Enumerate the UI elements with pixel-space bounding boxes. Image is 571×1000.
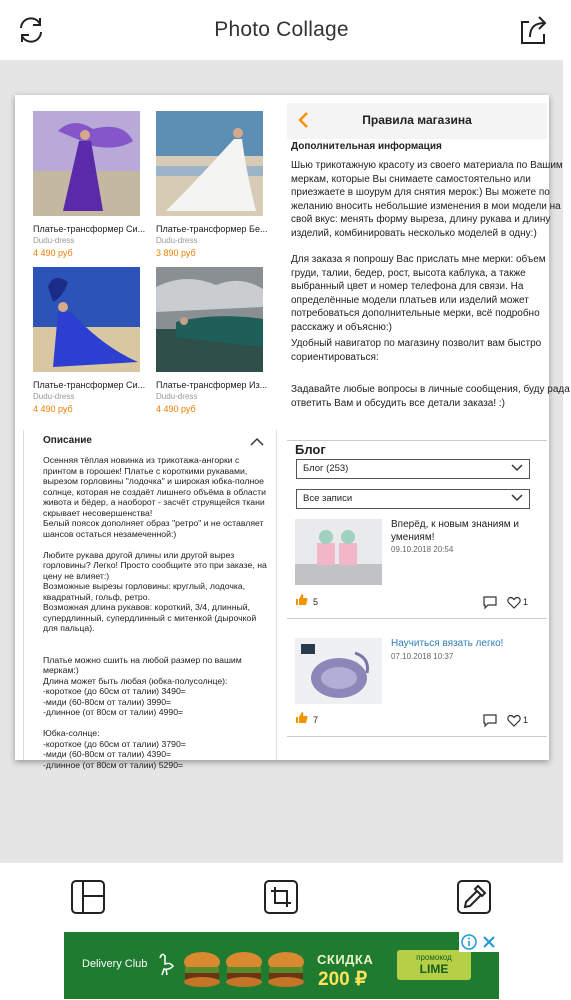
heart-icon[interactable] xyxy=(507,596,521,614)
info-icon[interactable] xyxy=(461,934,477,950)
divider xyxy=(287,440,547,441)
rules-paragraph: Для заказа я попрошу Вас прислать мне мерки: объем груди, талии, бедер, рост, высота каблука, а также выбранный цвет и номер телефона для связи. На определённые модели платьев или изделий может потребоваться дополнительные мерки, всё подробно расскажу и объясню:) xyxy=(291,254,546,333)
ad-amount: 200 ₽ xyxy=(318,969,368,990)
post-image[interactable] xyxy=(295,638,382,704)
select-value: Все записи xyxy=(303,493,353,504)
bottom-toolbar xyxy=(0,863,563,931)
ad-sale: СКИДКА xyxy=(317,952,374,967)
chevron-up-icon[interactable] xyxy=(250,434,264,452)
product-name: Платье-трансформер Си... xyxy=(33,380,146,390)
blog-title: Блог xyxy=(295,442,326,457)
post-date: 09.10.2018 20:54 xyxy=(391,545,454,554)
product-price: 4 490 руб xyxy=(33,248,73,258)
rules-paragraph: Шью трикотажную красоту из своего материала по Вашим меркам, которые Вы снимаете самостоятельно или приезжаете в шоурум для снятия мерок:) Вы можете по желанию вносить небольшие изменения в мои модели на свой вкус: менять форму выреза, длину рукава и длину изделий, комбинировать несколько моделей в одну:) xyxy=(291,160,563,239)
comment-count: 1 xyxy=(523,597,529,607)
post-date: 07.10.2018 10:37 xyxy=(391,652,454,661)
product-name: Платье-трансформер Из... xyxy=(156,380,268,390)
blog-filter-select[interactable] xyxy=(296,489,530,509)
product-image xyxy=(156,267,263,372)
eyedropper-icon[interactable] xyxy=(456,879,492,915)
product-card[interactable] xyxy=(33,267,148,414)
product-card[interactable] xyxy=(33,111,148,258)
post-title[interactable]: Вперёд, к новым знаниям и умениям! xyxy=(391,519,519,543)
layout-icon[interactable] xyxy=(70,879,106,915)
ad-controls xyxy=(459,932,499,952)
ostrich-icon xyxy=(156,952,176,976)
product-brand: Dudu-dress xyxy=(156,236,198,245)
post-title-link[interactable]: Научиться вязать легко! xyxy=(391,638,504,649)
description-text: Осенняя тёплая новинка из трикотажа-ангорки с принтом в горошек! Платье с короткими рукавами, вырезом горловины "лодочка" и широкая юбка-полное солнце, которая не создаёт лишнего объёма в области живота и бёдер, а наоборот - засчёт струящейся ткани скрывает несовершенства! Белый поясок дополняет образ "ретро" и не оставляет шансов остаться незамеченной:) Любите рукава другой длины или другой вырез горловины? Легко! Просто сообщите это при заказе, на цену не влияет:) Возможные вырезы горловины: круглый, лодочка, квадратный, гольф, ретро. Возможная длина рукавов: короткий, 3/4, длинный, супердлинный, супердлинный с митенкой (дырочкой для пальца). Платье можно сшить на любой размер по вашим меркам:) Длина может быть любая (юбка-полусолнце): -короткое (до 60см от талии) 3490= -миди (60-80см от талии) 3990= -длинное (от 80см от талии) 4990= Юбка-солнце: -короткое (до 60см от талии) 3790= -миди (60-80см от талии) 4390= -длинное (от 80см от талии) 5290= xyxy=(43,455,267,770)
product-card[interactable] xyxy=(156,267,271,414)
ad-brand: Delivery Club xyxy=(82,958,148,970)
divider xyxy=(287,736,547,737)
promo-label: промокод xyxy=(416,953,452,962)
blog-category-select[interactable] xyxy=(296,459,530,479)
thumbs-up-icon[interactable] xyxy=(295,593,308,611)
post-image[interactable] xyxy=(295,519,382,585)
comment-count: 1 xyxy=(523,715,529,725)
thumbs-up-icon[interactable] xyxy=(295,711,308,729)
chevron-down-icon xyxy=(511,494,523,505)
rules-subtitle: Дополнительная информация xyxy=(291,141,442,152)
chevron-down-icon xyxy=(511,464,523,475)
rules-paragraph: Задавайте любые вопросы в личные сообщения, буду рада ответить Вам и обсудить все детали заказа! :) xyxy=(291,384,570,409)
heart-icon[interactable] xyxy=(507,714,521,732)
like-count: 5 xyxy=(313,597,319,607)
ad-banner[interactable] xyxy=(64,932,499,999)
share-icon[interactable] xyxy=(517,13,551,47)
product-image xyxy=(156,111,263,216)
product-image xyxy=(33,267,140,372)
product-brand: Dudu-dress xyxy=(33,392,75,401)
app-title: Photo Collage xyxy=(214,18,349,41)
like-count: 7 xyxy=(313,715,319,725)
product-card[interactable] xyxy=(156,111,271,258)
description-title: Описание xyxy=(43,435,92,446)
product-price: 3 890 руб xyxy=(156,248,196,258)
rules-header xyxy=(287,103,547,139)
close-icon[interactable] xyxy=(481,934,497,950)
product-price: 4 490 руб xyxy=(156,404,196,414)
product-image xyxy=(33,111,140,216)
collage-cell-rules[interactable] xyxy=(285,95,570,435)
product-name: Платье-трансформер Си... xyxy=(33,224,146,234)
product-name: Платье-трансформер Бе... xyxy=(156,224,268,234)
collage[interactable] xyxy=(15,95,570,770)
ad-banner-area xyxy=(0,931,563,1000)
divider xyxy=(287,618,547,619)
promo-code: LIME xyxy=(419,962,449,976)
comment-icon[interactable] xyxy=(483,596,497,614)
collage-cell-products[interactable] xyxy=(15,95,281,425)
rules-paragraph: Удобный навигатор по магазину позволит вам быстро сориентироваться: xyxy=(291,338,542,363)
rules-title: Правила магазина xyxy=(362,113,472,127)
top-bar xyxy=(0,0,563,60)
product-brand: Dudu-dress xyxy=(156,392,198,401)
product-price: 4 490 руб xyxy=(33,404,73,414)
collage-cell-blog[interactable] xyxy=(285,430,549,760)
collage-canvas xyxy=(0,60,570,863)
crop-icon[interactable] xyxy=(263,879,299,915)
burgers-image xyxy=(182,940,307,995)
post-title[interactable] xyxy=(391,638,541,651)
ad-promo xyxy=(397,950,471,980)
collage-cell-description[interactable] xyxy=(23,430,277,770)
product-brand: Dudu-dress xyxy=(33,236,75,245)
comment-icon[interactable] xyxy=(483,714,497,732)
select-value: Блог (253) xyxy=(303,463,349,474)
